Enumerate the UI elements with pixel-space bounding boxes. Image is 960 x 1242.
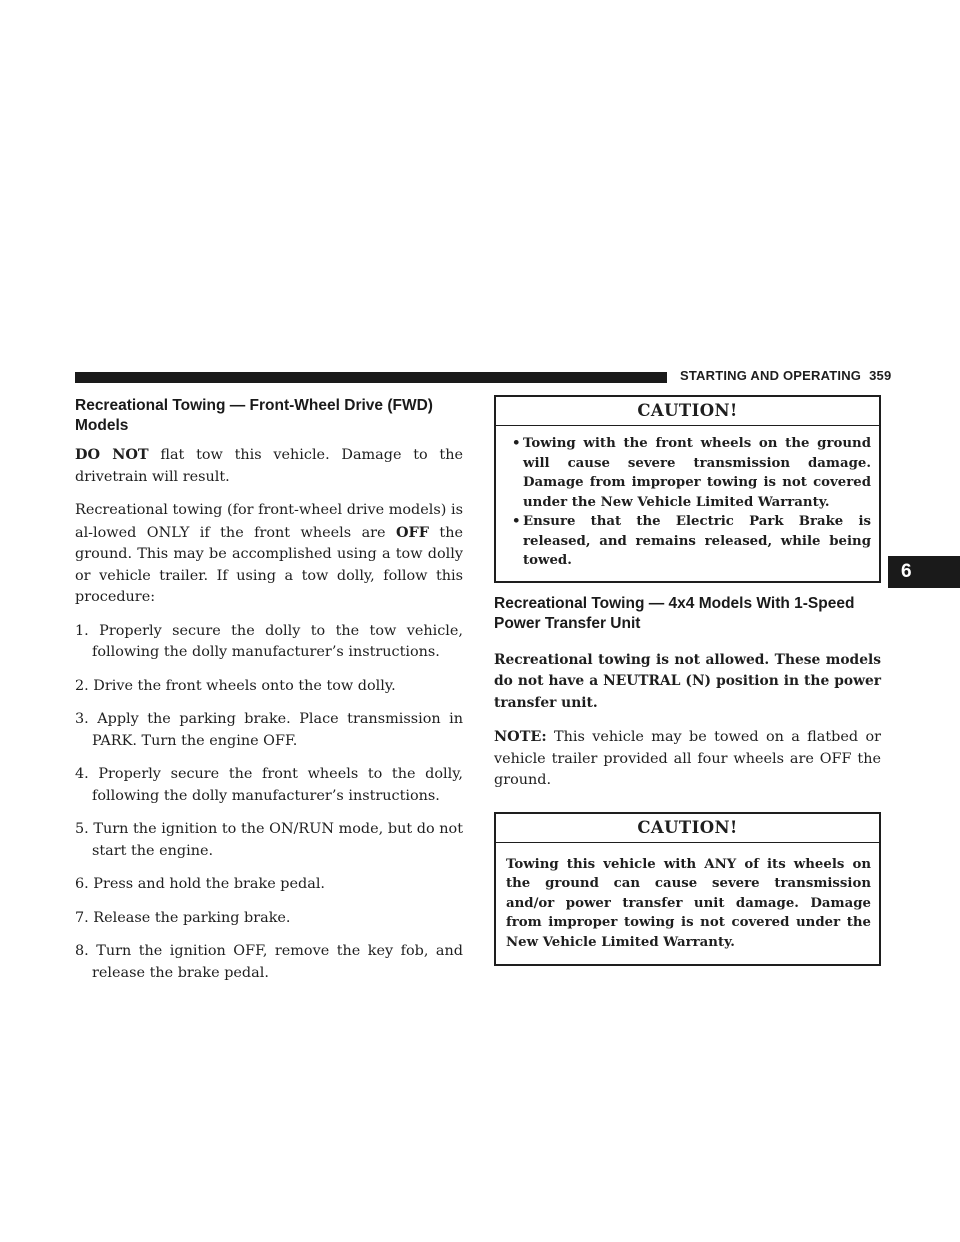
caution-text: Towing this vehicle with ANY of its wheels on the ground can cause severe transmission and/or power transfer unit damage. Damage from improper towing is not covered under the New Vehicle Limited Warranty. [506, 856, 871, 950]
caution-body [496, 843, 879, 965]
step-item: 8. Turn the ignition OFF, remove the key fob, and release the brake pedal. [75, 943, 463, 981]
caution-list [506, 434, 871, 571]
procedure-intro [75, 500, 463, 609]
left-column [75, 396, 463, 984]
step-item: 5. Turn the ignition to the ON/RUN mode, but do not start the engine. [75, 821, 463, 859]
do-not-text: flat tow this vehicle. Damage to the drivetrain will result. [75, 447, 463, 485]
header-rule [75, 372, 667, 383]
step-item: 4. Properly secure the front wheels to the dolly, following the dolly manufacturer’s instructions. [75, 766, 463, 804]
step-item: 6. Press and hold the brake pedal. [75, 876, 326, 892]
off-emphasis: OFF [395, 523, 429, 541]
bullet-icon: • [512, 436, 521, 451]
do-not-emphasis: DO NOT [75, 446, 149, 463]
step-item: 2. Drive the front wheels onto the tow dolly. [75, 677, 396, 694]
section-title: STARTING AND OPERATING [680, 368, 862, 383]
bullet-icon: • [512, 514, 521, 529]
not-allowed-paragraph: Recreational towing is not allowed. These models do not have a NEUTRAL (N) position in the power transfer unit. [494, 651, 881, 711]
note-paragraph [494, 726, 881, 792]
caution-title: CAUTION! [496, 397, 879, 426]
caution-box-fwd [494, 395, 881, 583]
note-text: This vehicle may be towed on a flatbed or vehicle trailer provided all four wheels are OFF the ground. [494, 729, 881, 788]
step-item: 3. Apply the parking brake. Place transmission in PARK. Turn the engine OFF. [75, 711, 463, 749]
caution-box-4x4 [494, 812, 881, 967]
intro-text-start: Recreational towing (for front-wheel drive models) is al-lowed ONLY if the front wheels are [75, 502, 463, 541]
right-column [494, 395, 881, 966]
step-item: 7. Release the parking brake. [75, 909, 291, 926]
caution-body [496, 426, 879, 581]
do-not-paragraph [75, 444, 463, 488]
intro-text-end: the ground. This may be accomplished using a tow dolly or vehicle trailer. If using a tow dolly, follow this procedure: [75, 524, 463, 605]
step-item: 1. Properly secure the dolly to the tow vehicle, following the dolly manufacturer’s instructions. [75, 622, 463, 660]
chapter-tab: 6 [888, 556, 960, 588]
page-number: 359 [869, 368, 892, 383]
caution-bullet-item [506, 434, 871, 512]
4x4-heading: Recreational Towing — 4x4 Models With 1-Speed Power Transfer Unit [494, 594, 855, 632]
caution-title: CAUTION! [496, 814, 879, 843]
caution-bullet-text: Ensure that the Electric Park Brake is released, and remains released, while being towed. [523, 514, 871, 568]
note-label: NOTE: [494, 728, 547, 745]
caution-bullet-item [506, 512, 871, 571]
caution-bullet-text: Towing with the front wheels on the ground will cause severe transmission damage. Damage from improper towing is not covered under the New Vehicle Limited Warranty. [523, 436, 871, 510]
procedure-steps [75, 621, 463, 985]
running-header [680, 368, 890, 388]
fwd-heading: Recreational Towing — Front-Wheel Drive (FWD) Models [75, 397, 433, 434]
